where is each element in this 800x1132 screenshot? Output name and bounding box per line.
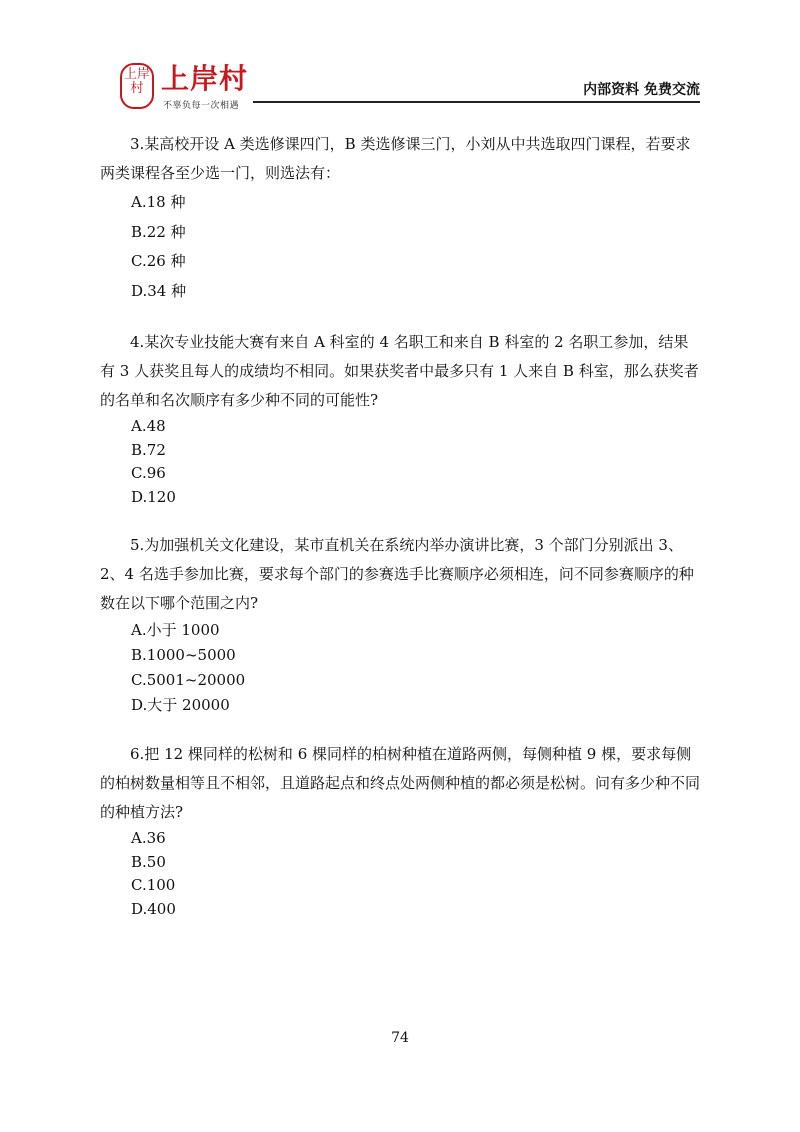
question-stem: 5.为加强机关文化建设，某市直机关在系统内举办演讲比赛，3 个部门分别派出 3、2、4 名选手参加比赛，要求每个部门的参赛选手比赛顺序必须相连，问不同参赛顺序的种数在以下哪个范围之内?: [100, 536, 694, 612]
question-list: [100, 130, 700, 921]
question-stem: 4.某次专业技能大赛有来自 A 科室的 4 名职工和来自 B 科室的 2 名职工参加，结果有 3 人获奖且每人的成绩均不相同。如果获奖者中最多只有 1 人来自 B 科室，那么获奖者的名单和名次顺序有多少种不同的可能性?: [100, 333, 699, 409]
question-block: [100, 740, 700, 921]
option-list: [100, 415, 700, 509]
logo-name: 上岸村: [161, 62, 249, 95]
question-block: [100, 328, 700, 509]
header-divider: [253, 101, 700, 103]
option-item: B.1000~5000: [131, 646, 236, 664]
option-item: A.48: [131, 417, 166, 435]
option-item: D.400: [131, 899, 176, 918]
question-block: [100, 130, 700, 306]
option-item: C.100: [131, 876, 176, 894]
option-item: A.36: [131, 829, 166, 847]
page-header: [0, 0, 800, 115]
page-number: 74: [391, 1030, 409, 1046]
question-stem: 3.某高校开设 A 类选修课四门，B 类选修课三门，小刘从中共选取四门课程，若要求两类课程各至少选一门，则选法有：: [100, 135, 691, 182]
logo-slogan: 不辜负每一次相遇: [163, 101, 240, 111]
option-item: A.18 种: [131, 193, 186, 211]
option-item: B.22 种: [131, 222, 186, 241]
option-list: [100, 827, 700, 921]
option-item: C.96: [131, 464, 166, 482]
header-label: 内部资料 免费交流: [583, 82, 700, 98]
option-item: C.5001~20000: [131, 671, 246, 689]
option-item: D.34 种: [131, 281, 187, 300]
option-list: [100, 188, 700, 306]
option-item: B.72: [131, 440, 166, 459]
option-item: D.大于 20000: [131, 696, 230, 714]
question-stem: 6.把 12 棵同样的松树和 6 棵同样的柏树种植在道路两侧，每侧种植 9 棵，要求每侧的柏树数量相等且不相邻，且道路起点和终点处两侧种植的都必须是松树。问有多少种不同的种植方法?: [100, 745, 701, 821]
option-item: D.120: [131, 487, 176, 506]
option-item: A.小于 1000: [131, 621, 220, 639]
option-list: [100, 618, 700, 718]
logo-seal-icon: 上岸村: [120, 63, 154, 109]
question-block: [100, 531, 700, 718]
option-item: C.26 种: [131, 252, 186, 270]
option-item: B.50: [131, 852, 166, 871]
